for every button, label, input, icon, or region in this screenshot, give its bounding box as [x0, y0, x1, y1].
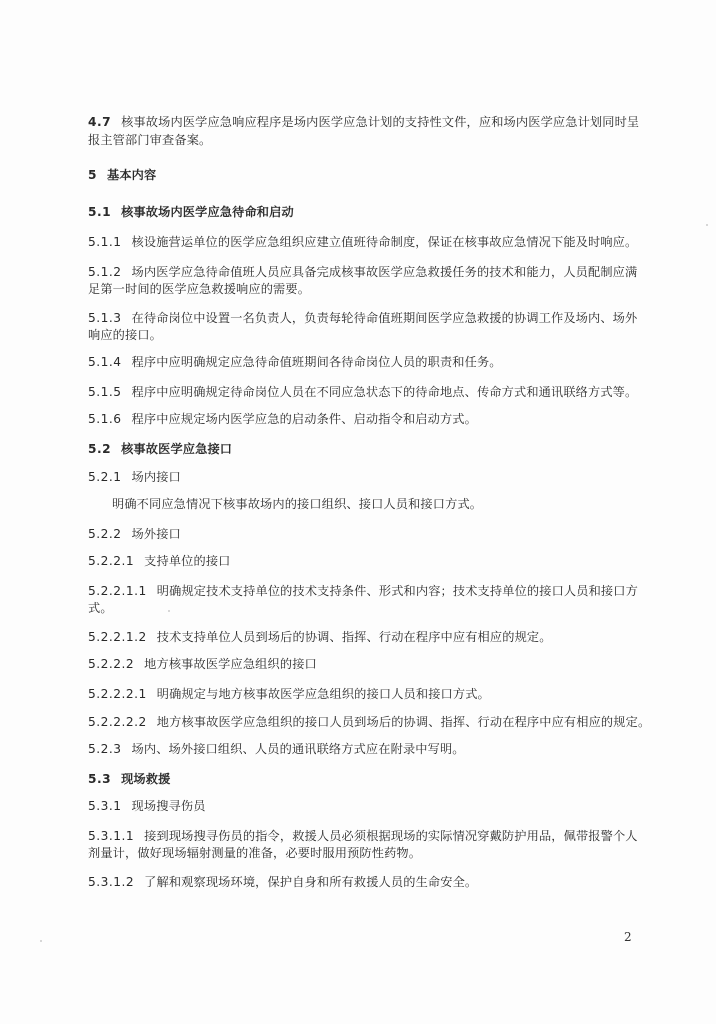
- section-number: 5.2.1: [88, 470, 122, 484]
- section-title: 场外接口: [131, 527, 181, 541]
- clause-number: 5.1.4: [88, 355, 122, 369]
- section-title: 基本内容: [106, 168, 157, 182]
- clause-text: 程序中应明确规定应急待命值班期间各待命岗位人员的职责和任务。: [131, 355, 502, 369]
- section-number: 5.1: [88, 205, 112, 219]
- paragraph-5-2-2-2-1: [88, 686, 663, 703]
- section-title: 支持单位的接口: [144, 554, 231, 568]
- paragraph-5-2-3: [88, 741, 663, 758]
- section-number: 5.2.2: [88, 527, 122, 541]
- paragraph-5-1-2-line-2: 足第一时间的医学应急救援响应的需要。: [88, 282, 311, 296]
- clause-number: 4.7: [88, 115, 112, 129]
- section-title: 核事故医学应急接口: [121, 442, 233, 456]
- section-5-2-2-heading: [88, 526, 663, 543]
- clause-text: 技术支持单位人员到场后的协调、指挥、行动在程序中应有相应的规定。: [156, 630, 552, 644]
- clause-number: 5.1.6: [88, 412, 122, 426]
- section-number: 5.3.1: [88, 799, 122, 813]
- clause-text: 程序中应明确规定待命岗位人员在不同应急状态下的待命地点、传命方式和通讯联络方式等。: [131, 385, 638, 399]
- clause-text: 明确规定技术支持单位的技术支持条件、形式和内容；技术支持单位的接口人员和接口方: [156, 584, 638, 598]
- paragraph-5-3-1-2: [88, 874, 663, 891]
- clause-text: 在待命岗位中设置一名负责人，负责每轮待命值班期间医学应急救援的协调工作及场内、场外: [131, 311, 638, 325]
- section-title: 地方核事故医学应急组织的接口: [144, 657, 317, 671]
- paragraph-5-1-3-line-1: [88, 310, 663, 327]
- paragraph-4-7-line-1: [88, 114, 663, 131]
- paragraph-5-2-2-2-2: [88, 714, 663, 731]
- paragraph-5-3-1-1-line-2: 剂量计，做好现场辐射测量的准备，必要时服用预防性药物。: [88, 846, 422, 860]
- section-5-3-1-heading: [88, 798, 663, 815]
- page-number: 2: [624, 930, 632, 944]
- clause-number: 5.2.2.1.1: [88, 584, 147, 598]
- section-5-2-1-heading: [88, 469, 663, 486]
- section-number: 5.2.2.2: [88, 657, 135, 671]
- section-5-heading: [88, 167, 663, 184]
- section-title: 现场搜寻伤员: [131, 799, 206, 813]
- section-title: 场内接口: [131, 470, 181, 484]
- clause-text: 核设施营运单位的医学应急组织应建立值班待命制度，保证在核事故应急情况下能及时响应。: [131, 235, 638, 249]
- paragraph-5-1-3-line-2: 响应的接口。: [88, 328, 163, 342]
- section-5-3-heading: [88, 771, 663, 788]
- clause-text: 了解和观察现场环境，保护自身和所有救援人员的生命安全。: [144, 875, 478, 889]
- clause-number: 5.1.1: [88, 235, 122, 249]
- paragraph-5-2-2-1-1-line-1: [88, 583, 663, 600]
- clause-number: 5.2.2.1.2: [88, 630, 147, 644]
- clause-number: 5.3.1.2: [88, 875, 135, 889]
- paragraph-5-2-2-1-2: [88, 629, 663, 646]
- clause-number: 5.1.3: [88, 311, 122, 325]
- paragraph-5-3-1-1-line-1: [88, 828, 663, 845]
- scan-speck: [40, 940, 42, 942]
- section-title: 核事故场内医学应急待命和启动: [121, 205, 294, 219]
- clause-text: 接到现场搜寻伤员的指令，救援人员必须根据现场的实际情况穿戴防护用品，佩带报警个人: [144, 829, 638, 843]
- clause-text: 场内医学应急待命值班人员应具备完成核事故医学应急救援任务的技术和能力，人员配制应满: [131, 265, 638, 279]
- clause-number: 5.2.2.2.2: [88, 715, 147, 729]
- section-number: 5: [88, 168, 97, 182]
- paragraph-5-2-1: 明确不同应急情况下核事故场内的接口组织、接口人员和接口方式。: [112, 497, 483, 511]
- clause-text: 明确规定与地方核事故医学应急组织的接口人员和接口方式。: [156, 687, 490, 701]
- clause-text: 场内、场外接口组织、人员的通讯联络方式应在附录中写明。: [131, 742, 465, 756]
- section-number: 5.2.2.1: [88, 554, 135, 568]
- section-number: 5.3: [88, 772, 112, 786]
- paragraph-5-1-5: [88, 384, 663, 401]
- clause-number: 5.2.3: [88, 742, 122, 756]
- section-5-1-heading: [88, 204, 663, 221]
- clause-text: 程序中应规定场内医学应急的启动条件、启动指令和启动方式。: [131, 412, 477, 426]
- clause-number: 5.1.5: [88, 385, 122, 399]
- section-number: 5.2: [88, 442, 112, 456]
- clause-number: 5.2.2.2.1: [88, 687, 147, 701]
- section-title: 现场救援: [121, 772, 171, 786]
- scan-speck: [706, 224, 708, 226]
- clause-text: 地方核事故医学应急组织的接口人员到场后的协调、指挥、行动在程序中应有相应的规定。: [156, 715, 651, 729]
- paragraph-5-1-6: [88, 411, 663, 428]
- paragraph-4-7-line-2: 报主管部门审查备案。: [88, 133, 212, 147]
- paragraph-5-1-2-line-1: [88, 264, 663, 281]
- clause-text: 核事故场内医学应急响应程序是场内医学应急计划的支持性文件，应和场内医学应急计划同时呈: [121, 115, 640, 129]
- paragraph-5-1-4: [88, 354, 663, 371]
- scan-speck: [168, 610, 170, 612]
- clause-number: 5.3.1.1: [88, 829, 135, 843]
- section-5-2-2-2-heading: [88, 656, 663, 673]
- section-5-2-2-1-heading: [88, 553, 663, 570]
- clause-number: 5.1.2: [88, 265, 122, 279]
- paragraph-5-1-1: [88, 234, 663, 251]
- section-5-2-heading: [88, 441, 663, 458]
- paragraph-5-2-2-1-1-line-2: 式。: [88, 601, 113, 615]
